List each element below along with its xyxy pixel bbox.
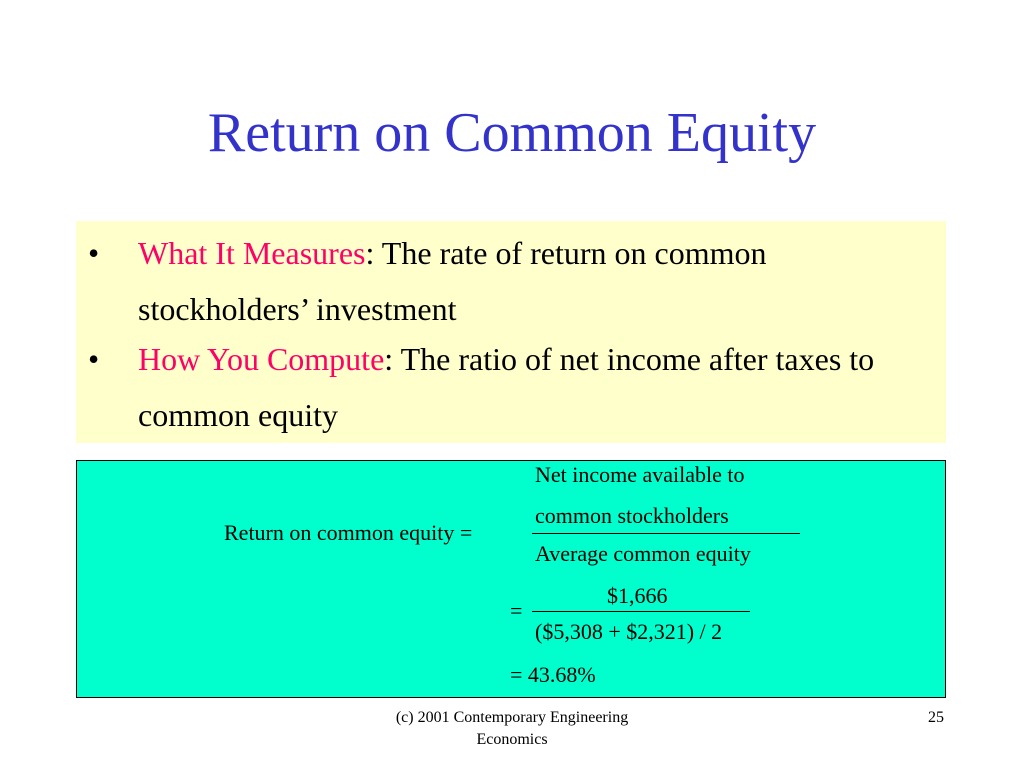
formula-result: = 43.68% — [510, 662, 596, 687]
bullet-dot: • — [88, 341, 100, 377]
bullet-term: How You Compute — [138, 341, 385, 377]
formula-equals: = — [510, 598, 523, 623]
footer-line1: (c) 2001 Contemporary Engineering — [395, 709, 629, 726]
footer-copyright — [312, 707, 712, 751]
bullet-dot: • — [88, 235, 100, 271]
formula-value-numerator: $1,666 — [607, 583, 668, 608]
formula-fraction-bar — [532, 533, 800, 534]
bullet-text — [138, 225, 938, 337]
formula-lhs: Return on common equity = — [224, 520, 473, 545]
formula-numerator-line2: common stockholders — [535, 503, 729, 528]
footer-line2: Economics — [476, 731, 548, 748]
formula-value-fraction-bar — [532, 611, 750, 612]
bullet-box — [76, 221, 946, 443]
bullet-description: : The rate of return on common stockholders’ investment — [138, 235, 767, 327]
bullet-description: : The ratio of net income after taxes to common equity — [138, 341, 875, 433]
bullet-text — [138, 331, 938, 443]
slide-title: Return on Common Equity — [207, 102, 817, 164]
page-number: 25 — [928, 709, 944, 726]
formula-denominator: Average common equity — [535, 541, 751, 566]
formula-numerator-line1: Net income available to — [535, 462, 745, 487]
formula-value-denominator: ($5,308 + $2,321) / 2 — [535, 619, 723, 644]
bullet-term: What It Measures — [138, 235, 366, 271]
formula-box — [76, 460, 946, 698]
